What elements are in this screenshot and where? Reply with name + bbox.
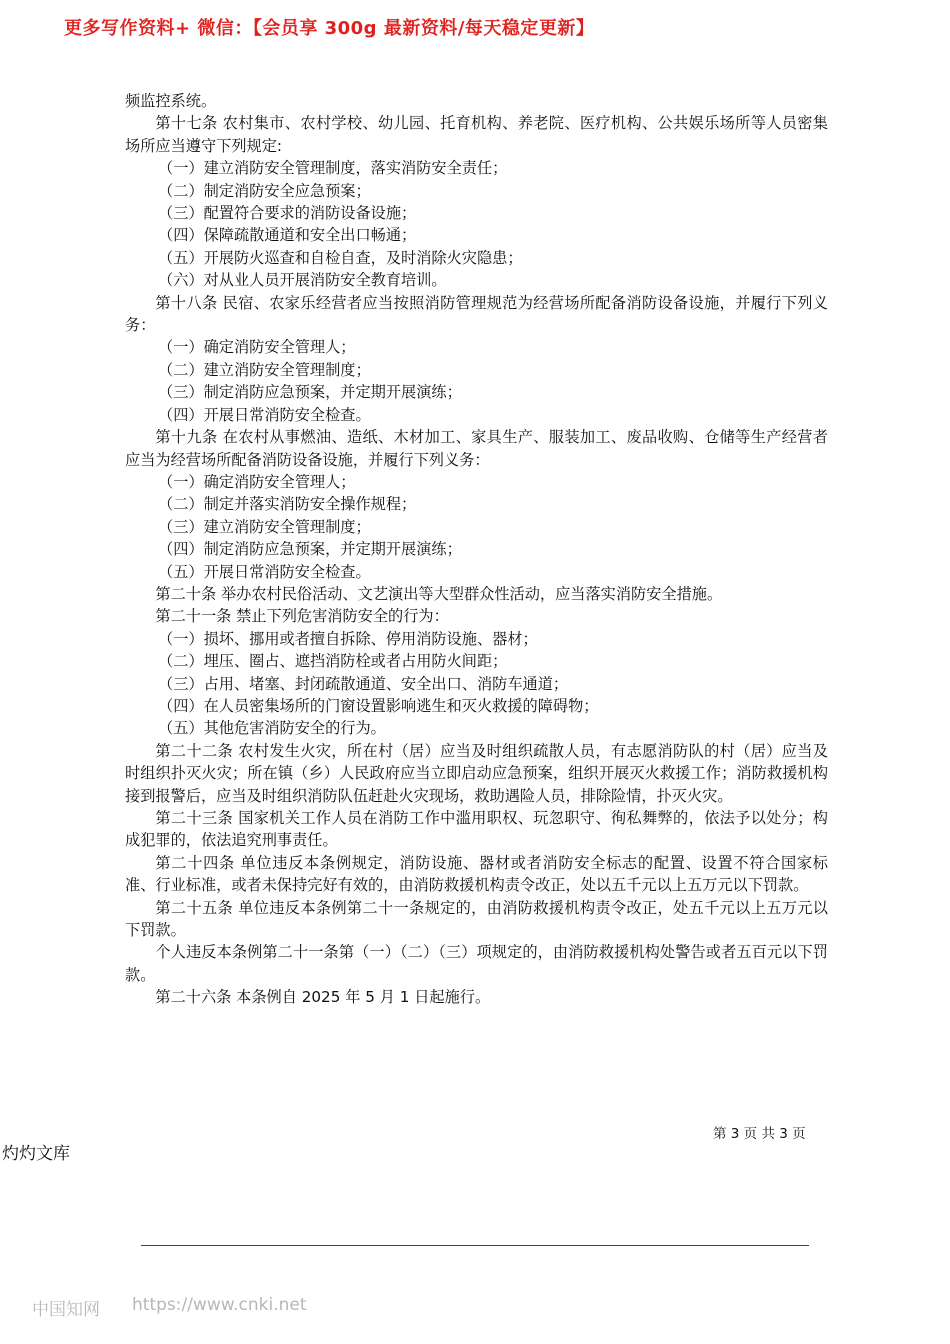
footer-divider	[141, 1245, 809, 1246]
list-item: （四）保障疏散通道和安全出口畅通；	[158, 226, 417, 245]
article-paragraph: 个人违反本条例第二十一条第（一）（二）（三）项规定的，由消防救援机构处警告或者五百元以下罚款。	[125, 943, 828, 984]
list-item: （一）建立消防安全管理制度，落实消防安全责任；	[158, 159, 508, 178]
list-item: （一）确定消防安全管理人；	[158, 472, 356, 491]
list-item: （五）开展日常消防安全检查。	[158, 562, 371, 581]
article-paragraph: 第二十五条 单位违反本条例第二十一条规定的，由消防救援机构责令改正，处五千元以上五万元以下罚款。	[125, 898, 828, 940]
list-item: （二）制定并落实消防安全操作规程；	[158, 495, 417, 514]
list-item: （二）埋压、圈占、遮挡消防栓或者占用防火间距；	[158, 652, 508, 671]
list-item: （五）开展防火巡查和自检自查，及时消除火灾隐患；	[158, 248, 523, 267]
article-paragraph: 第十七条 农村集市、农村学校、幼儿园、托育机构、养老院、医疗机构、公共娱乐场所等人员密集场所应当遵守下列规定:	[125, 114, 828, 155]
paragraph: 频监控系统。	[125, 92, 217, 110]
library-watermark: 灼灼文库	[2, 1144, 70, 1164]
article-paragraph: 第十八条 民宿、农家乐经营者应当按照消防管理规范为经营场所配备消防设备设施，并履行下列义务：	[125, 293, 828, 335]
list-item: （二）建立消防安全管理制度；	[158, 360, 371, 379]
list-item: （三）建立消防安全管理制度；	[158, 517, 371, 536]
article-paragraph: 第二十六条 本条例自 2025 年 5 月 1 日起施行。	[155, 988, 491, 1007]
footer-url: https://www.cnki.net	[132, 1295, 307, 1315]
list-item: （四）在人员密集场所的门窗设置影响逃生和灭火救援的障碍物；	[158, 696, 599, 715]
list-item: （四）制定消防应急预案，并定期开展演练；	[158, 540, 462, 559]
list-item: （五）其他危害消防安全的行为。	[158, 719, 386, 738]
list-item: （二）制定消防安全应急预案；	[158, 181, 371, 200]
article-paragraph: 第十九条 在农村从事燃油、造纸、木材加工、家具生产、服装加工、废品收购、仓储等生产经营者应当为经营场所配备消防设备设施，并履行下列义务：	[125, 428, 828, 469]
footer-brand: 中国知网	[32, 1300, 100, 1320]
list-item: （三）配置符合要求的消防设备设施；	[158, 204, 417, 223]
article-paragraph: 第二十四条 单位违反本条例规定，消防设施、器材或者消防安全标志的配置、设置不符合国家标准、行业标准，或者未保持完好有效的，由消防救援机构责令改正，处以五千元以上五万元以下罚款。	[125, 853, 828, 895]
document-body	[125, 90, 828, 1009]
list-item: （一）确定消防安全管理人；	[158, 338, 356, 357]
promo-banner-text: 更多写作资料+ 微信：【会员享 300g 最新资料/每天稳定更新】	[64, 18, 595, 39]
page-number: 第 3 页 共 3 页	[713, 1126, 806, 1142]
list-item: （三）制定消防应急预案，并定期开展演练；	[158, 383, 462, 402]
list-item: （三）占用、堵塞、封闭疏散通道、安全出口、消防车通道；	[158, 674, 569, 693]
list-item: （四）开展日常消防安全检查。	[158, 405, 371, 424]
article-paragraph: 第二十二条 农村发生火灾，所在村（居）应当及时组织疏散人员，有志愿消防队的村（居）应当及时组织扑灭火灾；所在镇（乡）人民政府应当立即启动应急预案，组织开展灭火救援工作；消防救援机构接到报警后，应当及时组织消防队伍赶赴火灾现场，救助遇险人员，排除险情，扑灭火灾。	[125, 741, 828, 805]
article-paragraph: 第二十三条 国家机关工作人员在消防工作中滥用职权、玩忽职守、徇私舞弊的，依法予以处分；构成犯罪的，依法追究刑事责任。	[125, 809, 828, 850]
article-paragraph: 第二十一条 禁止下列危害消防安全的行为：	[155, 607, 449, 626]
list-item: （一）损坏、挪用或者擅自拆除、停用消防设施、器材；	[158, 629, 538, 648]
article-paragraph: 第二十条 举办农村民俗活动、文艺演出等大型群众性活动，应当落实消防安全措施。	[155, 584, 723, 603]
list-item: （六）对从业人员开展消防安全教育培训。	[158, 271, 447, 290]
